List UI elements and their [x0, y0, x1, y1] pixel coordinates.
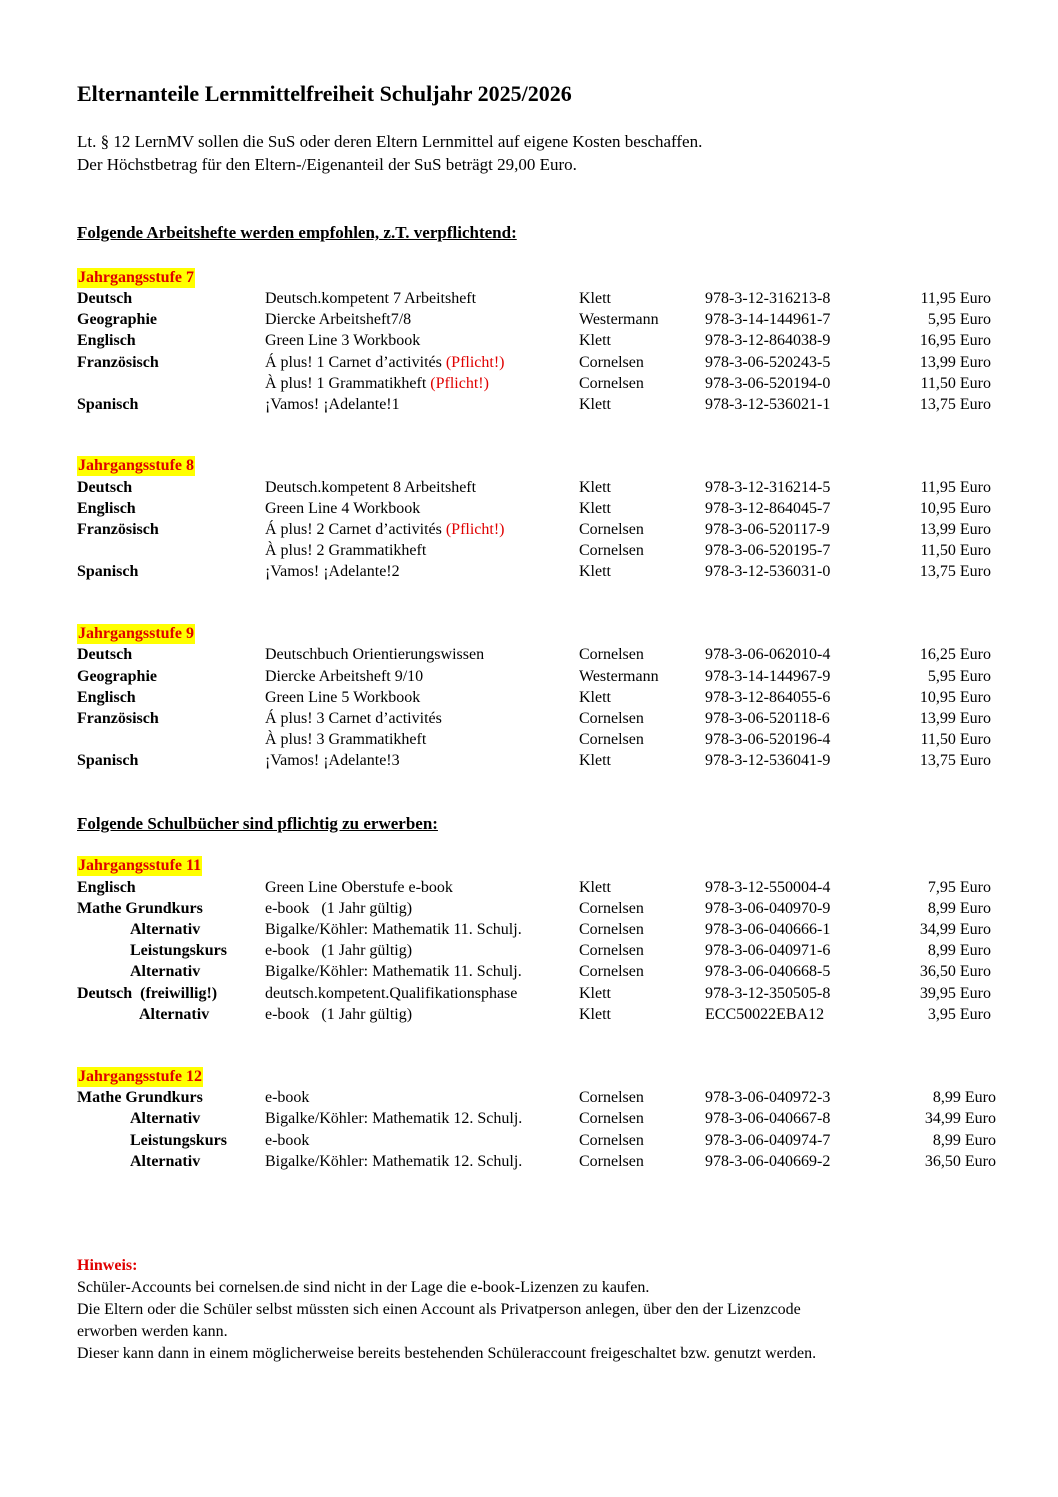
table-row — [0, 288, 1058, 309]
book-title: deutsch.kompetent.Qualifikationsphase — [265, 985, 518, 1002]
price: 13,75 Euro — [919, 563, 991, 580]
publisher: Klett — [579, 500, 611, 517]
isbn: 978-3-06-520195-7 — [705, 542, 831, 559]
price: 13,75 Euro — [919, 752, 991, 769]
price: 11,50 Euro — [920, 375, 991, 392]
hinweis-line: Schüler-Accounts bei cornelsen.de sind nicht in der Lage die e-book-Lizenzen zu kaufen. — [77, 1279, 650, 1296]
subject: Alternativ — [130, 1153, 201, 1170]
book-title: Bigalke/Köhler: Mathematik 12. Schulj. — [265, 1110, 523, 1127]
publisher: Cornelsen — [579, 646, 644, 663]
pflicht-note: (Pflicht!) — [430, 375, 489, 392]
subject: Mathe Grundkurs — [77, 900, 203, 917]
price: 3,95 Euro — [927, 1006, 991, 1023]
table-row — [0, 877, 1058, 898]
table-row — [0, 983, 1058, 1004]
book-title: Green Line Oberstufe e-book — [265, 879, 453, 896]
price: 34,99 Euro — [924, 1110, 996, 1127]
table-row — [0, 309, 1058, 330]
publisher: Cornelsen — [579, 521, 644, 538]
isbn: 978-3-12-536031-0 — [705, 563, 831, 580]
section-heading-schoolbooks: Folgende Schulbücher sind pflichtig zu erwerben: — [77, 814, 438, 833]
subject: Englisch — [77, 879, 136, 896]
isbn: 978-3-06-040666-1 — [705, 921, 831, 938]
publisher: Klett — [579, 985, 611, 1002]
price: 8,99 Euro — [927, 900, 991, 917]
subject: Mathe Grundkurs — [77, 1089, 203, 1106]
book-title: Deutschbuch Orientierungswissen — [265, 646, 485, 663]
subject: Leistungskurs — [130, 1132, 227, 1149]
publisher: Cornelsen — [579, 942, 644, 959]
subject: Alternativ — [139, 1006, 210, 1023]
isbn: 978-3-06-520243-5 — [705, 354, 831, 371]
table-row — [0, 1004, 1058, 1025]
hinweis-line: Dieser kann dann in einem möglicherweise bereits bestehenden Schüleraccount freigeschaltet bzw. genutzt werden. — [77, 1345, 817, 1362]
publisher: Klett — [579, 479, 611, 496]
grade-label-11: Jahrgangsstufe 11 — [78, 857, 202, 874]
table-row — [0, 519, 1058, 540]
table-row — [0, 477, 1058, 498]
isbn: 978-3-06-520194-0 — [705, 375, 831, 392]
publisher: Klett — [579, 396, 611, 413]
price: 13,75 Euro — [919, 396, 991, 413]
subject: Französisch — [77, 710, 159, 727]
price: 5,95 Euro — [927, 311, 991, 328]
publisher: Cornelsen — [579, 900, 644, 917]
price: 8,99 Euro — [932, 1089, 996, 1106]
hinweis-block — [77, 1255, 816, 1365]
table-row — [0, 729, 1058, 750]
table-row — [0, 898, 1058, 919]
publisher: Cornelsen — [579, 1132, 644, 1149]
isbn: 978-3-06-040668-5 — [705, 963, 831, 980]
table-row — [0, 1108, 1058, 1129]
price: 13,99 Euro — [919, 521, 991, 538]
subject: Leistungskurs — [130, 942, 227, 959]
isbn: 978-3-12-536021-1 — [705, 396, 831, 413]
isbn: 978-3-06-062010-4 — [705, 646, 831, 663]
hinweis-heading: Hinweis: — [77, 1257, 138, 1274]
book-title: Diercke Arbeitsheft7/8 — [265, 311, 412, 328]
grade-label-9: Jahrgangsstufe 9 — [78, 625, 195, 642]
price: 16,25 Euro — [919, 646, 991, 663]
book-title: ¡Vamos! ¡Adelante!3 — [265, 752, 400, 769]
price: 5,95 Euro — [927, 668, 991, 685]
subject: Deutsch — [77, 646, 133, 663]
price: 11,50 Euro — [920, 542, 991, 559]
table-row — [0, 687, 1058, 708]
section-heading-workbooks: Folgende Arbeitshefte werden empfohlen, z.T. verpflichtend: — [77, 223, 517, 242]
isbn: 978-3-06-040667-8 — [705, 1110, 831, 1127]
subject: Deutsch — [77, 479, 133, 496]
isbn: 978-3-06-040669-2 — [705, 1153, 831, 1170]
publisher: Klett — [579, 689, 611, 706]
table-row — [0, 373, 1058, 394]
hinweis-line: erworben werden kann. — [77, 1323, 228, 1340]
book-title-with-note — [265, 519, 505, 540]
isbn: 978-3-06-040974-7 — [705, 1132, 831, 1149]
subject: Alternativ — [130, 963, 201, 980]
price: 13,99 Euro — [919, 710, 991, 727]
isbn: 978-3-14-144967-9 — [705, 668, 831, 685]
book-title: e-book — [265, 1132, 310, 1149]
price: 8,99 Euro — [927, 942, 991, 959]
subject: Spanisch — [77, 396, 139, 413]
subject: Englisch — [77, 689, 136, 706]
isbn: 978-3-12-536041-9 — [705, 752, 831, 769]
intro-line: Der Höchstbetrag für den Eltern-/Eigenanteil der SuS beträgt 29,00 Euro. — [77, 155, 577, 174]
subject: Geographie — [77, 311, 157, 328]
isbn: 978-3-12-316214-5 — [705, 479, 831, 496]
table-row — [0, 540, 1058, 561]
publisher: Cornelsen — [579, 375, 644, 392]
subject: Französisch — [77, 521, 159, 538]
table-row — [0, 940, 1058, 961]
book-title: Green Line 5 Workbook — [265, 689, 421, 706]
book-title: Green Line 3 Workbook — [265, 332, 421, 349]
book-title: e-book (1 Jahr gültig) — [265, 1006, 413, 1023]
book-title: Á plus! 1 Carnet d’activités — [265, 354, 442, 371]
price: 34,99 Euro — [919, 921, 991, 938]
book-title: ¡Vamos! ¡Adelante!2 — [265, 563, 400, 580]
isbn: 978-3-06-520196-4 — [705, 731, 831, 748]
publisher: Cornelsen — [579, 1089, 644, 1106]
table-row — [0, 961, 1058, 982]
price: 10,95 Euro — [919, 500, 991, 517]
price: 10,95 Euro — [919, 689, 991, 706]
isbn: 978-3-06-040972-3 — [705, 1089, 831, 1106]
price: 7,95 Euro — [927, 879, 991, 896]
subject: Deutsch — [77, 290, 133, 307]
publisher: Cornelsen — [579, 963, 644, 980]
intro-line: Lt. § 12 LernMV sollen die SuS oder deren Eltern Lernmittel auf eigene Kosten beschaffen. — [77, 132, 703, 151]
book-title: Bigalke/Köhler: Mathematik 11. Schulj. — [265, 963, 522, 980]
price: 11,95 Euro — [920, 479, 991, 496]
isbn: 978-3-14-144961-7 — [705, 311, 831, 328]
book-title: Diercke Arbeitsheft 9/10 — [265, 668, 424, 685]
book-title: Bigalke/Köhler: Mathematik 11. Schulj. — [265, 921, 522, 938]
price: 11,50 Euro — [920, 731, 991, 748]
book-title: e-book (1 Jahr gültig) — [265, 900, 413, 917]
book-title: Deutsch.kompetent 8 Arbeitsheft — [265, 479, 477, 496]
isbn: 978-3-12-550004-4 — [705, 879, 831, 896]
grade-label-12: Jahrgangsstufe 12 — [78, 1068, 203, 1085]
publisher: Cornelsen — [579, 542, 644, 559]
subject: Geographie — [77, 668, 157, 685]
book-title: Á plus! 3 Carnet d’activités — [265, 710, 442, 727]
isbn: 978-3-06-040971-6 — [705, 942, 831, 959]
intro-text — [77, 130, 702, 176]
table-row — [0, 561, 1058, 582]
grade-label-7: Jahrgangsstufe 7 — [78, 269, 195, 286]
isbn: 978-3-06-040970-9 — [705, 900, 831, 917]
table-row — [0, 750, 1058, 771]
publisher: Klett — [579, 879, 611, 896]
table-row — [0, 1130, 1058, 1151]
table-row — [0, 666, 1058, 687]
isbn: ECC50022EBA12 — [705, 1006, 825, 1023]
isbn: 978-3-06-520118-6 — [705, 710, 830, 727]
table-row — [0, 330, 1058, 351]
page-title: Elternanteile Lernmittelfreiheit Schuljahr 2025/2026 — [77, 81, 572, 106]
table-row — [0, 644, 1058, 665]
table-row — [0, 1087, 1058, 1108]
subject: Alternativ — [130, 921, 201, 938]
price: 11,95 Euro — [920, 290, 991, 307]
price: 13,99 Euro — [919, 354, 991, 371]
publisher: Cornelsen — [579, 710, 644, 727]
table-row — [0, 394, 1058, 415]
publisher: Cornelsen — [579, 1153, 644, 1170]
book-title-with-note — [265, 373, 489, 394]
book-title: Bigalke/Köhler: Mathematik 12. Schulj. — [265, 1153, 523, 1170]
subject: Spanisch — [77, 563, 139, 580]
price: 36,50 Euro — [924, 1153, 996, 1170]
book-title: e-book — [265, 1089, 310, 1106]
table-row — [0, 498, 1058, 519]
publisher: Klett — [579, 332, 611, 349]
table-row — [0, 1151, 1058, 1172]
publisher: Cornelsen — [579, 354, 644, 371]
isbn: 978-3-12-350505-8 — [705, 985, 831, 1002]
publisher: Westermann — [579, 668, 659, 685]
publisher: Cornelsen — [579, 1110, 644, 1127]
isbn: 978-3-06-520117-9 — [705, 521, 830, 538]
price: 36,50 Euro — [919, 963, 991, 980]
hinweis-line: Die Eltern oder die Schüler selbst müssten sich einen Account als Privatperson anlegen, über den der Lizenzcode — [77, 1301, 801, 1318]
publisher: Westermann — [579, 311, 659, 328]
publisher: Klett — [579, 563, 611, 580]
book-title: Deutsch.kompetent 7 Arbeitsheft — [265, 290, 477, 307]
book-title: À plus! 2 Grammatikheft — [265, 542, 427, 559]
isbn: 978-3-12-316213-8 — [705, 290, 831, 307]
publisher: Klett — [579, 1006, 611, 1023]
pflicht-note: (Pflicht!) — [445, 354, 505, 371]
pflicht-note: (Pflicht!) — [445, 521, 505, 538]
table-row — [0, 708, 1058, 729]
subject: Alternativ — [130, 1110, 201, 1127]
book-title: À plus! 3 Grammatikheft — [265, 731, 427, 748]
publisher: Klett — [579, 290, 611, 307]
book-title-with-note — [265, 352, 505, 373]
publisher: Klett — [579, 752, 611, 769]
subject: Englisch — [77, 332, 136, 349]
table-row — [0, 919, 1058, 940]
price: 8,99 Euro — [932, 1132, 996, 1149]
publisher: Cornelsen — [579, 921, 644, 938]
book-title: À plus! 1 Grammatikheft — [265, 375, 427, 392]
book-title: Á plus! 2 Carnet d’activités — [265, 521, 442, 538]
price: 16,95 Euro — [919, 332, 991, 349]
book-title: e-book (1 Jahr gültig) — [265, 942, 413, 959]
subject: Französisch — [77, 354, 159, 371]
book-title: Green Line 4 Workbook — [265, 500, 421, 517]
subject: Spanisch — [77, 752, 139, 769]
price: 39,95 Euro — [919, 985, 991, 1002]
publisher: Cornelsen — [579, 731, 644, 748]
isbn: 978-3-12-864055-6 — [705, 689, 831, 706]
isbn: 978-3-12-864038-9 — [705, 332, 831, 349]
book-title: ¡Vamos! ¡Adelante!1 — [265, 396, 400, 413]
subject: Englisch — [77, 500, 136, 517]
isbn: 978-3-12-864045-7 — [705, 500, 831, 517]
table-row — [0, 352, 1058, 373]
subject: Deutsch (freiwillig!) — [77, 985, 218, 1002]
grade-label-8: Jahrgangsstufe 8 — [78, 457, 195, 474]
